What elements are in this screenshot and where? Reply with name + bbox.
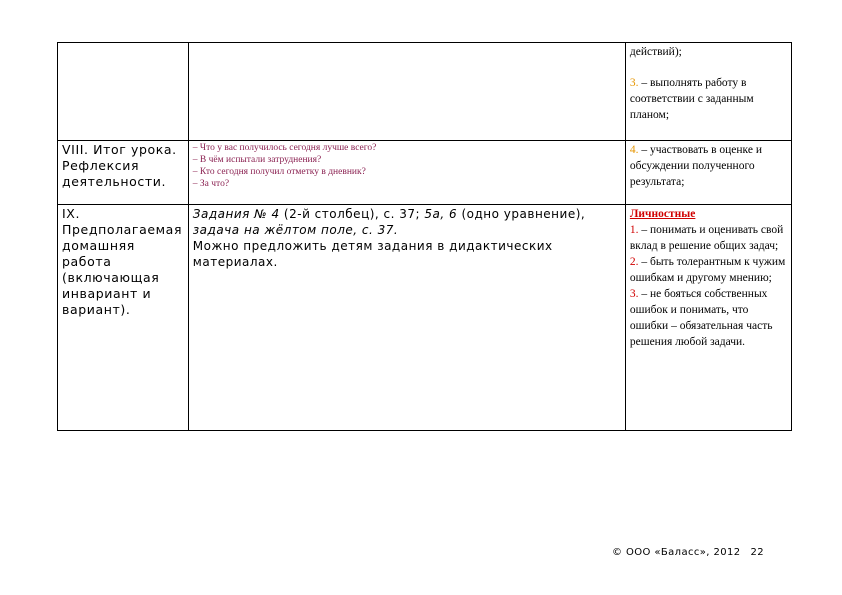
ud-number: 4. — [629, 144, 639, 156]
copyright-text: © ООО «Баласс», 2012 — [612, 547, 741, 558]
ud-text: – не бояться собственных ошибок и понимать, что ошибки – обязательная часть решения любой задачи. — [629, 288, 773, 348]
ud-number: 3. — [629, 77, 639, 89]
homework-text: (одно уравнение), — [457, 207, 586, 221]
question-line: – В чём испытали затруднения? — [192, 155, 322, 165]
ud-text: – понимать и оценивать свой вклад в решение общих задач; — [629, 224, 784, 252]
ud-cell — [625, 43, 791, 141]
lesson-plan-table — [57, 42, 792, 431]
content-cell — [188, 43, 625, 141]
ud-cell — [625, 141, 791, 205]
homework-text: задача на жёлтом поле, с. 37. — [192, 223, 399, 237]
ud-number: 1. — [629, 224, 639, 236]
ud-heading: Личностные — [629, 208, 696, 220]
ud-text: – быть толерантным к чужим ошибкам и другому мнению; — [629, 256, 786, 284]
table-row — [58, 43, 792, 141]
question-line: – Кто сегодня получил отметку в дневник? — [192, 167, 366, 177]
homework-text: 5а, 6 — [424, 207, 458, 221]
ud-number: 2. — [629, 256, 639, 268]
question-line: – За что? — [192, 179, 230, 189]
ud-text: действий); — [629, 46, 682, 58]
homework-text: Можно предложить детям задания в дидактических материалах. — [192, 239, 553, 269]
ud-cell — [625, 205, 791, 431]
stage-cell — [58, 43, 189, 141]
ud-text: – выполнять работу в соответствии с заданным планом; — [629, 77, 754, 121]
homework-text: (2-й столбец), с. 37; — [279, 207, 425, 221]
content-cell — [188, 141, 625, 205]
ud-number: 3. — [629, 288, 639, 300]
content-cell — [188, 205, 625, 431]
table-row — [58, 205, 792, 431]
page-number: 22 — [750, 547, 765, 558]
table-row — [58, 141, 792, 205]
ud-text: – участвовать в оценке и обсуждении полученного результата; — [629, 144, 762, 188]
question-line: – Что у вас получилось сегодня лучше всего? — [192, 143, 377, 153]
stage-cell: VIII. Итог урока. Рефлексия деятельности. — [58, 141, 189, 205]
stage-cell: IX. Предполагаемая домашняя работа (включающая инвариант и вариант). — [58, 205, 189, 431]
homework-text: Задания № 4 — [192, 207, 280, 221]
page-footer — [612, 547, 764, 558]
